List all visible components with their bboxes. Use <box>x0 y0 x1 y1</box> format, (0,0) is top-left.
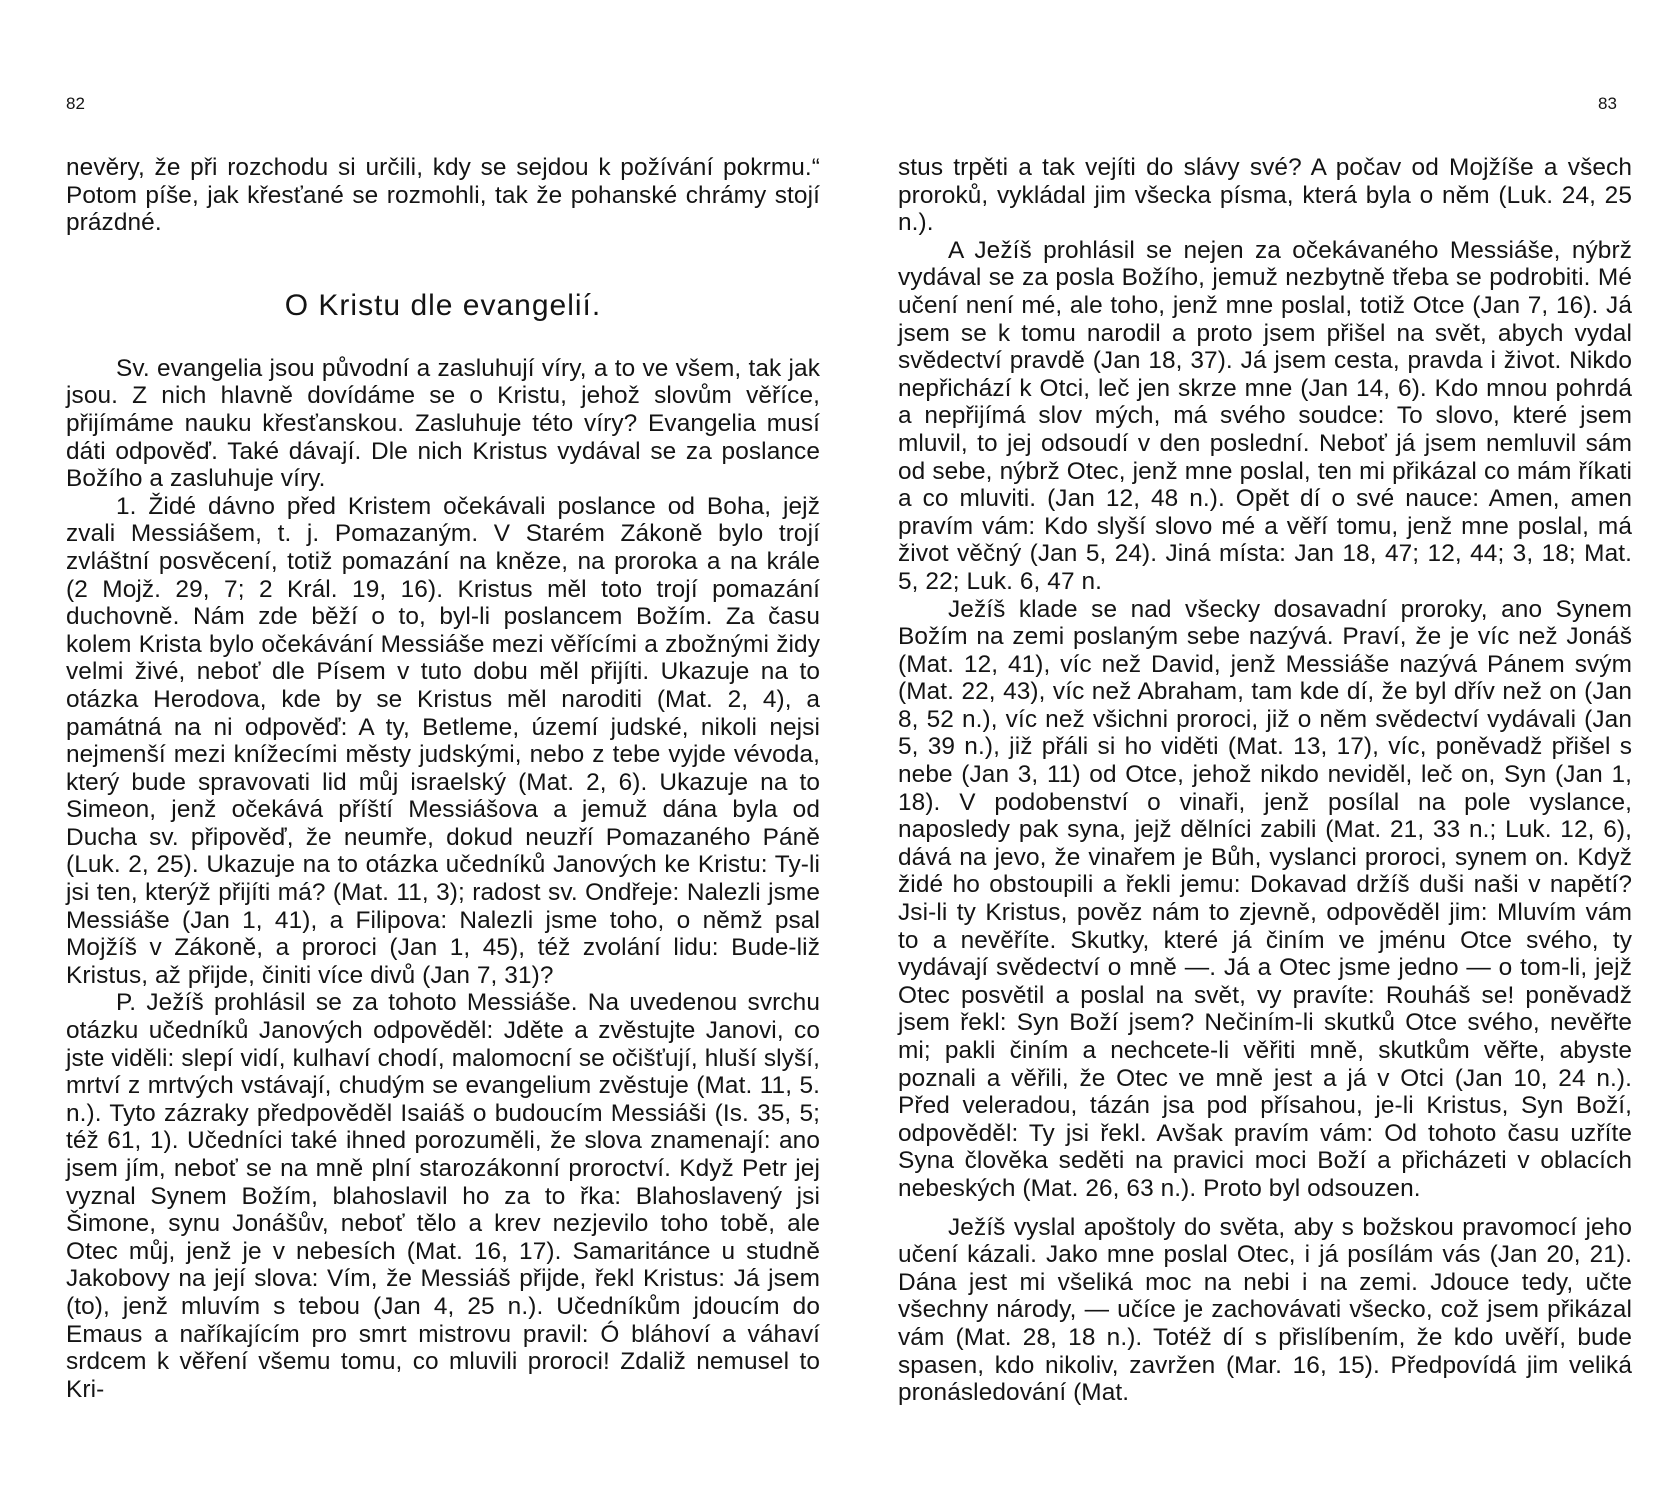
right-paragraph-3: Ježíš vyslal apoštoly do světa, aby s božskou pravomocí jeho učení kázali. Jako mne poslal Otec, i já posílám vás (Jan 20, 21). Dána jest mi všeliká moc na nebi i na zemi. Jdouce tedy, učte všechny národy, — učíce je zachovávati všecko, což jsem přikázal vám (Mat. 28, 18 n.). Totéž dí s přislíbením, že kdo uvěří, bude spasen, kdo nikoliv, zavržen (Mar. 16, 15). Předpovídá jim veliká pronásledování (Mat. <box>898 1213 1632 1407</box>
left-page-column <box>66 154 820 1403</box>
left-intro-paragraph: nevěry, že při rozchodu si určili, kdy se sejdou k požívání pokrmu.“ Potom píše, jak křesťané se rozmohli, tak že pohanské chrámy stojí prázdné. <box>66 154 820 237</box>
right-page-number: 83 <box>1598 94 1617 113</box>
left-paragraph-3: P. Ježíš prohlásil se za tohoto Messiáše. Na uvedenou svrchu otázku učedníků Janových odpověděl: Jděte a zvěstujte Janovi, co jste viděli: slepí vidí, kulhaví chodí, malomocní se očišťují, hluší slyší, mrtví z mrtvých vstávají, chudým se evangelium zvěstuje (Mat. 11, 5. n.). Tyto zázraky předpověděl Isaiáš o budoucím Messiáši (Is. 35, 5; též 61, 1). Učedníci také ihned porozuměli, že slova znamenají: ano jsem jím, neboť se na mně plní starozákonní proroctví. Když Petr jej vyznal Synem Božím, blahoslavil ho za to řka: Blahoslavený jsi Šimone, synu Jonášův, neboť tělo a krev nezjevilo toho tobě, ale Otec můj, jenž je v nebesích (Mat. 16, 17). Samaritánce u studně Jakobovy na její slova: Vím, že Messiáš přijde, řekl Kristus: Já jsem (to), jenž mluvím s tebou (Jan 4, 25 n.). Učedníkům jdoucím do Emaus a naříkajícím pro smrt mistrovu pravil: Ó bláhoví a váhaví srdcem k věření všemu tomu, co mluvili proroci! Zdaliž nemusel to Kri- <box>66 989 820 1403</box>
right-paragraph-2: Ježíš klade se nad všecky dosavadní proroky, ano Synem Božím na zemi poslaným sebe nazývá. Praví, že je víc než Jonáš (Mat. 12, 41), víc než David, jenž Messiáše nazývá Pánem svým (Mat. 22, 43), víc než Abraham, tam kde dí, že byl dřív než on (Jan 8, 52 n.), víc než všichni proroci, již o něm svědectví vydávali (Jan 5, 39 n.), již přáli si ho viděti (Mat. 13, 17), víc, poněvadž přišel s nebe (Jan 3, 11) od Otce, jehož nikdo neviděl, leč on, Syn (Jan 1, 18). V podobenství o vinaři, jenž posílal na pole vyslance, naposledy pak syna, jejž dělníci zabili (Mat. 21, 33 n.; Luk. 12, 6), dává na jevo, že vinařem je Bůh, vyslanci proroci, synem on. Když židé ho obstoupili a řekli jemu: Dokavad držíš duši naši v napětí? Jsi-li ty Kristus, pověz nám to zjevně, odpověděl jim: Mluvím vám to a nevěříte. Skutky, které já činím ve jménu Otce svého, ty vydávají svědectví o mně —. Já a Otec jsme jedno — o tom-li, jejž Otec posvětil a poslal na svět, vy pravíte: Rouháš se! poněvadž jsem řekl: Syn Boží jsem? Nečiním-li skutků Otce svého, nevěřte mi; pakli činím a nechcete-li věřiti mně, skutkům věřte, abyste poznali a věřili, že Otec ve mně jest a já v Otci (Jan 10, 24 n.). Před veleradou, tázán jsa pod přísahou, je-li Kristus, Syn Boží, odpověděl: Ty jsi řekl. Avšak pravím vám: Od tohoto času uzříte Syna člověka seděti na pravici moci Boží a přicházeti v oblacích nebeských (Mat. 26, 63 n.). Proto byl odsouzen. <box>898 595 1632 1202</box>
left-page-number: 82 <box>66 94 85 113</box>
left-paragraph-2: 1. Židé dávno před Kristem očekávali poslance od Boha, jejž zvali Messiášem, t. j. Pomazaným. V Starém Zákoně bylo trojí zvláštní posvěcení, totiž pomazání na kněze, na proroka a na krále (2 Mojž. 29, 7; 2 Král. 19, 16). Kristus měl toto trojí pomazání duchovně. Nám zde běží o to, byl-li poslancem Božím. Za času kolem Krista bylo očekávání Messiáše mezi věřícími a zbožnými židy velmi živé, neboť dle Písem v tuto dobu měl přijíti. Ukazuje na to otázka Herodova, kde by se Kristus měl naroditi (Mat. 2, 4), a památná na ni odpověď: A ty, Betleme, území judské, nikoli nejsi nejmenší mezi knížecími městy judskými, nebo z tebe vyjde vévoda, který bude spravovati lid můj israelský (Mat. 2, 6). Ukazuje na to Simeon, jenž očekává příští Messiášova a jemuž dána byla od Ducha sv. připověď, že neumře, dokud neuzří Pomazaného Páně (Luk. 2, 25). Ukazuje na to otázka učedníků Janových ke Kristu: Ty-li jsi ten, kterýž přijíti má? (Mat. 11, 3); radost sv. Ondřeje: Nalezli jsme Messiáše (Jan 1, 41), a Filipova: Nalezli jsme toho, o němž psal Mojžíš v Zákoně, a proroci (Jan 1, 45), též zvolání lidu: Bude-liž Kristus, až přijde, činiti více divů (Jan 7, 31)? <box>66 492 820 989</box>
right-intro-paragraph: stus trpěti a tak vejíti do slávy své? A počav od Mojžíše a všech proroků, vykládal jim všecka písma, která byla o něm (Luk. 24, 25 n.). <box>898 154 1632 237</box>
left-paragraph-1: Sv. evangelia jsou původní a zasluhují víry, a to ve všem, tak jak jsou. Z nich hlavně dovídáme se o Kristu, jehož slovům věříce, přijímáme nauku křesťanskou. Zasluhuje této víry? Evangelia musí dáti odpověď. Také dávají. Dle nich Kristus vydával se za poslance Božího a zasluhuje víry. <box>66 354 820 493</box>
section-heading: O Kristu dle evangelií. <box>284 288 602 322</box>
right-page-column <box>898 154 1632 1407</box>
right-paragraph-1: A Ježíš prohlásil se nejen za očekávaného Messiáše, nýbrž vydával se za posla Božího, jemuž nezbytně třeba se podrobiti. Mé učení není mé, ale toho, jenž mne poslal, totiž Otce (Jan 7, 16). Já jsem se k tomu narodil a proto jsem přišel na svět, abych vydal svědectví pravdě (Jan 18, 37). Já jsem cesta, pravda i život. Nikdo nepřichází k Otci, leč jen skrze mne (Jan 14, 6). Kdo mnou pohrdá a nepřijímá slov mých, má svého soudce: To slovo, které jsem mluvil, to jej odsoudí v den poslední. Neboť já jsem nemluvil sám od sebe, nýbrž Otec, jenž mne poslal, ten mi přikázal co mám říkati a co mluviti. (Jan 12, 48 n.). Opět dí o své nauce: Amen, amen pravím vám: Kdo slyší slovo mé a věří tomu, jenž mne poslal, má život věčný (Jan 5, 24). Jiná místa: Jan 18, 47; 12, 44; 3, 18; Mat. 5, 22; Luk. 6, 47 n. <box>898 236 1632 595</box>
